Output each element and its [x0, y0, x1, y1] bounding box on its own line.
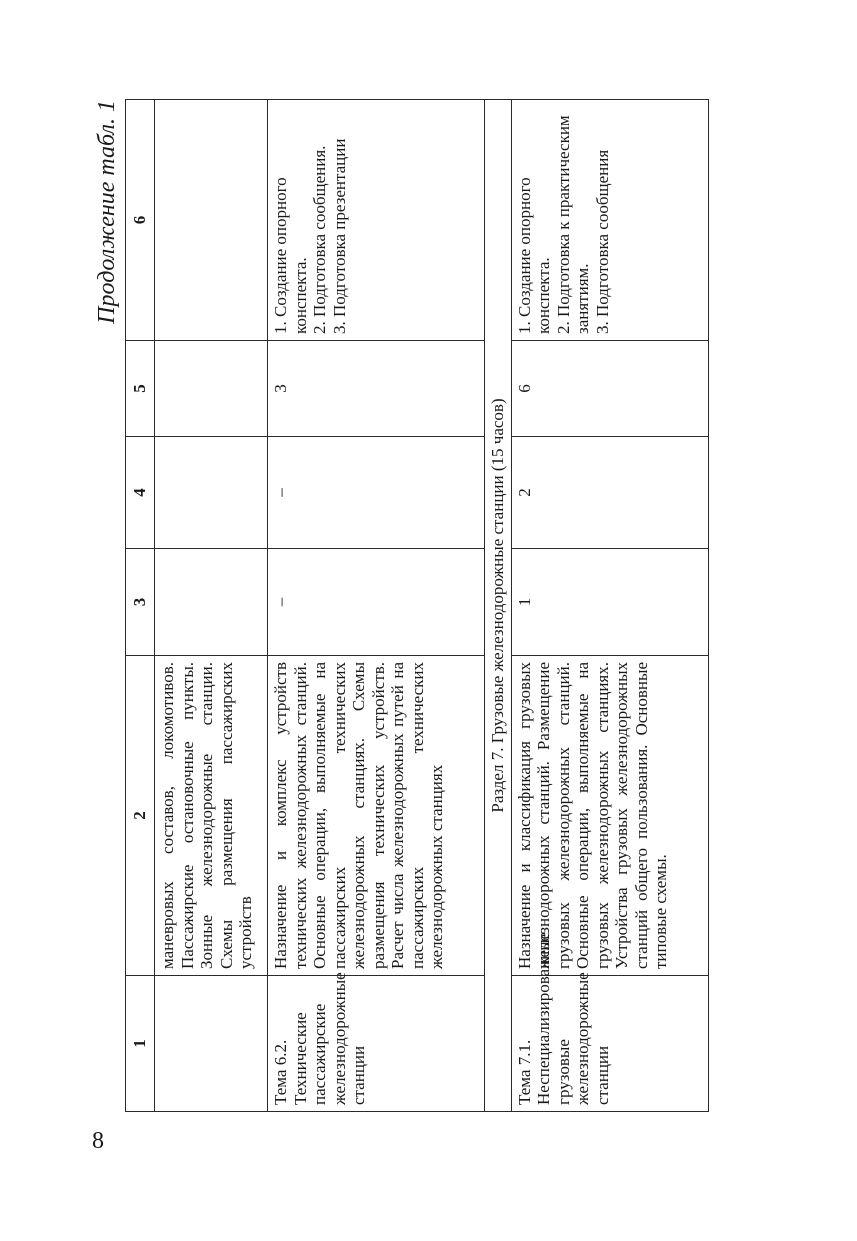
content-cell: Назначение и комплекс устройств технических железнодорожных станций. Основные операции, выполняемые на пассажирских технических железнодорожных станциях. Схемы размещения технических устройств. Расчет числа железнодорожных путей на пассажирских технических железнодорожных станциях — [268, 656, 485, 976]
task-item: 3. Подготовка сообщения — [592, 149, 612, 334]
page-number: 8 — [92, 1128, 104, 1154]
table-row — [511, 100, 708, 1112]
table-row — [268, 100, 485, 1112]
hours-cell: 3 — [268, 341, 485, 437]
task-item: 1. Создание опорного конспекта. — [514, 177, 554, 334]
rotated-table-area — [90, 100, 758, 1112]
col3-cell: 1 — [511, 549, 708, 656]
task-item: 2. Подготовка сообщения. — [310, 145, 330, 334]
section-title: Раздел 7. Грузовые железнодорожные станции (15 часов) — [485, 100, 512, 1112]
col4-cell — [155, 437, 268, 549]
header-col-1: 1 — [126, 976, 155, 1112]
tasks-cell — [511, 100, 708, 341]
header-col-6: 6 — [126, 100, 155, 341]
header-col-5: 5 — [126, 341, 155, 437]
theme-cell: Тема 7.1. Неспециализированные грузовые железнодорожные станции — [511, 976, 708, 1112]
tasks-cell — [268, 100, 485, 341]
hours-cell: 6 — [511, 341, 708, 437]
section-row — [485, 100, 512, 1112]
task-item: 1. Создание опорного конспекта. — [271, 177, 310, 334]
task-item: 3. Подготовка презентации — [329, 138, 349, 334]
table-row — [155, 100, 268, 1112]
theme-cell — [155, 976, 268, 1112]
content-cell: маневровых составов, локомотивов. Пассажирские остановочные пункты. Зонные железнодорожные станции. Схемы размещения пассажирских устройств — [155, 656, 268, 976]
col4-cell: 2 — [511, 437, 708, 549]
table-caption: Продолжение табл. 1 — [94, 100, 120, 324]
curriculum-table — [125, 99, 709, 1112]
theme-cell: Тема 6.2. Технические пассажирские железнодорожные станции — [268, 976, 485, 1112]
col3-cell: – — [268, 549, 485, 656]
col4-cell: – — [268, 437, 485, 549]
header-col-3: 3 — [126, 549, 155, 656]
hours-cell — [155, 341, 268, 437]
col3-cell — [155, 549, 268, 656]
header-col-4: 4 — [126, 437, 155, 549]
table-header-row — [126, 100, 155, 1112]
tasks-cell — [155, 100, 268, 341]
content-cell: Назначение и классификация грузовых железнодорожных станций. Размещение грузовых железнодорожных станций. Основные операции, выполняемые на грузовых железнодорожных станциях. Устройства грузовых железнодорожных станций общего пользования. Основные типовые схемы. — [511, 656, 708, 976]
task-item: 2. Подготовка к практическим занятиям. — [553, 115, 593, 334]
header-col-2: 2 — [126, 656, 155, 976]
